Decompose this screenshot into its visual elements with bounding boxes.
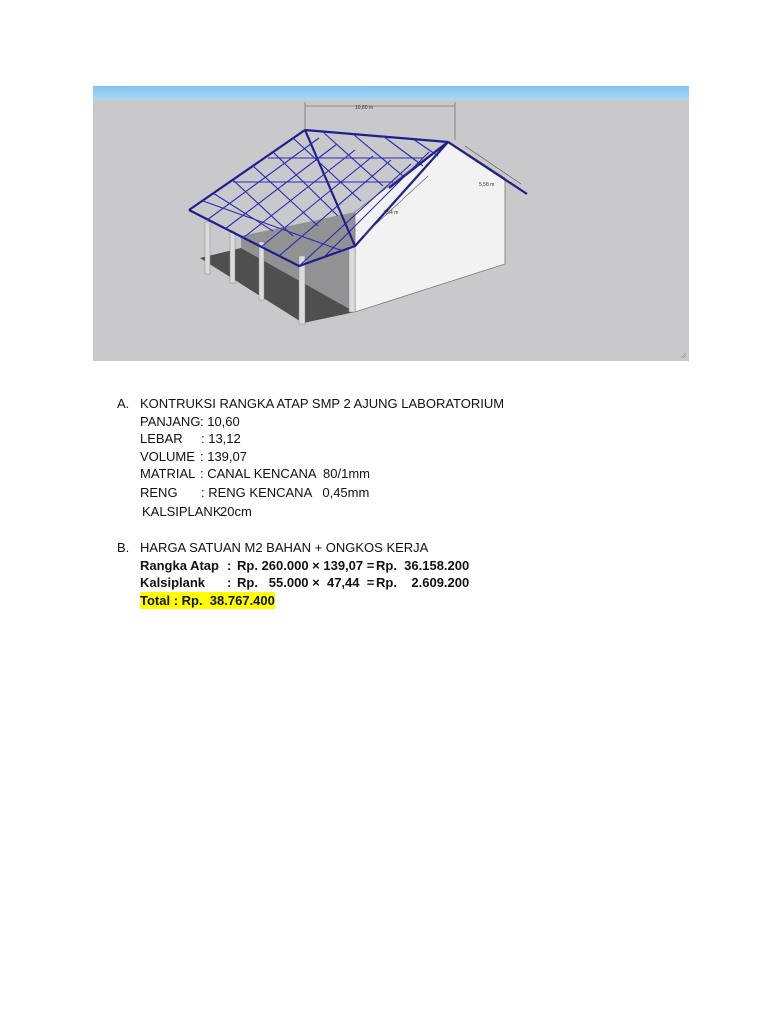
spec-label-lebar: LEBAR: [140, 431, 183, 446]
section-a-title: KONTRUKSI RANGKA ATAP SMP 2 AJUNG LABORATORIUM: [140, 396, 505, 411]
spec-label-panjang: PANJANG: [140, 413, 201, 429]
item-name-rangka-atap: Rangka Atap: [140, 557, 219, 573]
column-3: [259, 242, 264, 300]
item-sep-kalsiplank: :: [227, 575, 232, 590]
spec-label-volume: VOLUME: [140, 448, 195, 464]
section-b-marker: B.: [117, 540, 130, 555]
item-amount-kalsiplank: Rp. 2.609.200: [376, 575, 470, 590]
dim-slope-right-label: 5,58 m: [479, 182, 495, 188]
section-a: [117, 395, 637, 525]
item-formula-rangka-atap: Rp. 260.000 × 139,07 =: [237, 557, 375, 573]
spec-label-matrial: MATRIAL: [140, 466, 196, 481]
item-sep-rangka-atap: :: [227, 557, 232, 573]
spec-label-kalsiplank: KALSIPLANK: [142, 504, 222, 519]
roof-truss-drawing: [93, 86, 689, 361]
resize-grip-icon: [681, 353, 686, 358]
dim-slope-front-label: 7,54 m: [383, 210, 399, 216]
section-a-marker: A.: [117, 396, 130, 411]
item-name-kalsiplank: Kalsiplank: [140, 575, 206, 590]
spec-value-kalsiplank: 20cm: [220, 504, 252, 519]
spec-value-panjang: : 10,60: [200, 413, 240, 429]
column-2: [230, 231, 235, 283]
spec-value-matrial: : CANAL KENCANA 80/1mm: [200, 466, 371, 481]
spec-value-volume: : 139,07: [200, 448, 247, 464]
spec-value-reng: : RENG KENCANA 0,45mm: [201, 485, 370, 500]
gable-wall: [355, 141, 505, 312]
column-5: [349, 246, 355, 312]
section-b-title: HARGA SATUAN M2 BAHAN + ONGKOS KERJA: [140, 540, 429, 555]
item-amount-rangka-atap: Rp. 36.158.200: [376, 557, 470, 573]
item-formula-kalsiplank: Rp. 55.000 × 47,44 =: [237, 575, 375, 590]
column-1: [205, 222, 210, 274]
total-line: Total : Rp. 38.767.400: [140, 592, 275, 608]
dim-length-label: 10,60 m: [355, 105, 374, 111]
spec-value-lebar: : 13,12: [201, 431, 241, 446]
section-b: [117, 539, 637, 614]
spec-label-reng: RENG: [140, 485, 178, 500]
roof-truss-figure: [93, 86, 689, 361]
